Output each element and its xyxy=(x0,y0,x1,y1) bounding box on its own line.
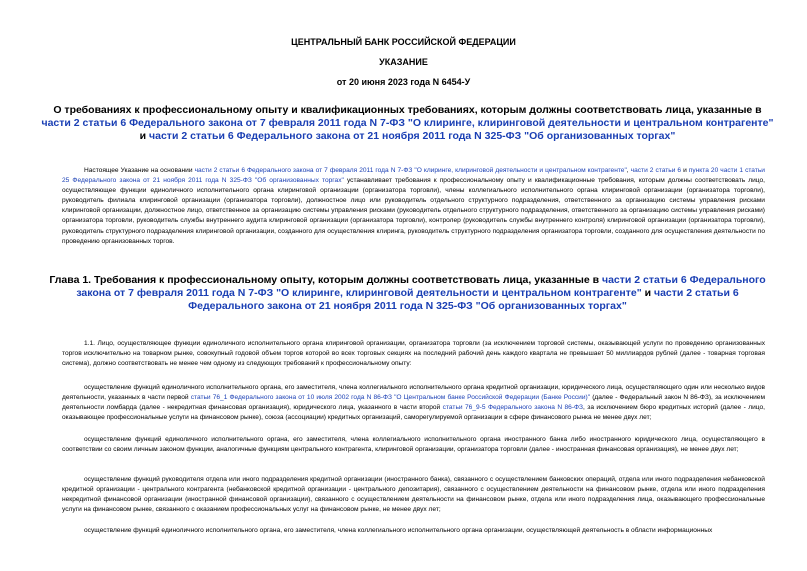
chapter-1-heading xyxy=(40,274,775,313)
chapter-link-law-7fz[interactable]: части 2 статьи 6 Федерального закона от 7 февраля 2011 года N 7-ФЗ "О клиринге, клиринговой деятельности и центральном контрагенте" xyxy=(76,274,766,299)
paragraph-text: осуществление функций руководителя отдела или иного подразделения кредитной организации (иностранного банка), связанного с осуществлением банковских операций, отдела или иного подразделения небанковской кредитной организации - центрального контрагента (небанковской кредитной организации - центрального депозитария), связанного с осуществлением деятельности на финансовом рынке, отдела или иного подразделения некредитной финансовой организации (иностранной финансовой организации), связанного с осуществлением деятельности на финансовом рынке, отдела или иного подразделения лица, оказывающего профессиональные услуги на финансовом рынке, связанного с оказанием профессиональных услуг на финансовом рынке, не менее двух лет; xyxy=(62,476,765,514)
issuer-heading: ЦЕНТРАЛЬНЫЙ БАНК РОССИЙСКОЙ ФЕДЕРАЦИИ xyxy=(291,37,516,47)
document-type-heading: УКАЗАНИЕ xyxy=(379,57,428,67)
intro-link-law-325fz[interactable]: пункта 20 части 1 статьи 25 Федерального закона от 21 ноября 2011 года N 325-ФЗ "Об организованных торгах" xyxy=(62,167,765,185)
paragraph-text: , xyxy=(626,167,631,174)
requirement-paragraph-3 xyxy=(62,475,765,515)
paragraph-text: осуществление функций единоличного исполнительного органа, его заместителя, члена коллегиального исполнительного органа организации, осуществляющей деятельность в области информационных xyxy=(84,527,713,534)
link-article-76-1-law-86fz[interactable]: статьи 76_1 Федерального закона от 10 июля 2002 года N 86-ФЗ "О Центральном банке Российской Федерации (Банке России)" xyxy=(190,394,591,402)
requirement-paragraph-2 xyxy=(62,435,765,455)
requirement-paragraph-4 xyxy=(62,526,765,536)
requirement-paragraph-1 xyxy=(62,383,765,423)
title-link-law-7fz[interactable]: части 2 статьи 6 Федерального закона от 7 февраля 2011 года N 7-ФЗ "О клиринге, клиринговой деятельности и центральном контрагенте" xyxy=(41,117,774,129)
intro-link-article-6[interactable]: части 2 статьи 6 xyxy=(630,167,682,174)
chapter-text: Глава 1. Требования к профессиональному опыту, которым должны соответствовать лица, указанные в xyxy=(49,274,602,286)
document-title xyxy=(40,104,775,143)
title-text: О требованиях к профессиональному опыту и квалификационных требованиях, которым должны соответствовать лица, указанные в xyxy=(53,104,762,116)
paragraph-text: и xyxy=(681,167,689,174)
paragraph-text: осуществление функций единоличного исполнительного органа, его заместителя, члена коллегиального исполнительного органа кредитной организации, юридического лица, осуществляющего один или несколько видов деятельности, указанных в части первой xyxy=(62,384,765,402)
document-date-heading: от 20 июня 2023 года N 6454-У xyxy=(336,77,471,87)
paragraph-text: устанавливает требования к профессиональному опыту и квалификационные требования, которым должны соответствовать лицо, осуществляющее функции единоличного исполнительного органа клиринговой организации (организатора торговли), члены коллегиального исполнительного органа клиринговой организации (организатора торговли), руководитель филиала клиринговой организации (организатора торговли), должностное лицо или руководитель отдельного структурного подразделения, ответственного за организацию системы управления рисками клиринговой организации, должностное лицо, ответственное за организацию системы управления рисками (руководитель отдельного структурного подразделения, ответственного за организацию системы управления рисками) организатора торговли, руководитель службы внутреннего аудита клиринговой организации (организатора торговли), контролер (руководитель службы внутреннего контроля) клиринговой организации (организатора торговли), руководитель структурного подразделения клиринговой организации, созданного для осуществления клиринга, руководитель структурного подразделения организатора торговли, созданного для осуществления деятельности по проведению организованных торгов. xyxy=(62,177,765,245)
paragraph-text: (далее - Федеральный закон N 86-ФЗ), за исключением деятельности ломбарда (далее - некредитная финансовая организация), юридического лица, указанного в части второй xyxy=(62,394,765,412)
paragraph-1-1 xyxy=(62,339,765,369)
paragraph-text: Настоящее Указание на основании xyxy=(84,167,195,174)
paragraph-text: 1.1. Лицо, осуществляющее функции единоличного исполнительного органа клиринговой организации, организатора торговли (за исключением торговой системы, оказывающей услуги по проведению организованных торгов исключительно на товарном рынке, совокупный годовой объем торгов которой во всех торговых секциях на последний рабочий день каждого квартала не превышает 50 миллиардов рублей (далее - товарная торговая система), должно соответствовать не менее чем одному из следующих требований к профессиональному опыту: xyxy=(62,340,765,368)
title-text: и xyxy=(139,130,150,142)
paragraph-text: , за исключением бюро кредитных историй (далее - лицо, оказывающее профессиональные услуги на финансовом рынке), союза (ассоциации) кредитных организаций, саморегулируемой организации в сфере финансового рынка не менее двух лет; xyxy=(62,404,765,422)
chapter-text: и xyxy=(641,287,654,299)
chapter-link-law-325fz[interactable]: части 2 статьи 6 Федерального закона от 21 ноября 2011 года N 325-ФЗ "Об организованных торгах" xyxy=(188,287,739,312)
paragraph-text: осуществление функций единоличного исполнительного органа, его заместителя, члена коллегиального исполнительного органа иностранного банка либо иностранного юридического лица, осуществляющего в соответствии со своим личным законом функции, аналогичные функциям центрального контрагента, клиринговой организации, организатора торговли (далее - иностранная финансовая организация), не менее двух лет; xyxy=(62,436,765,454)
intro-link-law-7fz[interactable]: части 2 статьи 6 Федерального закона от 7 февраля 2011 года N 7-ФЗ "О клиринге, клиринговой деятельности и центральном контрагенте" xyxy=(194,167,627,174)
intro-paragraph xyxy=(62,166,765,247)
title-link-law-325fz[interactable]: части 2 статьи 6 Федерального закона от 21 ноября 2011 года N 325-ФЗ "Об организованных торгах" xyxy=(149,130,676,142)
link-article-76-9-5-law-86fz[interactable]: статьи 76_9-5 Федерального закона N 86-ФЗ xyxy=(442,404,584,412)
